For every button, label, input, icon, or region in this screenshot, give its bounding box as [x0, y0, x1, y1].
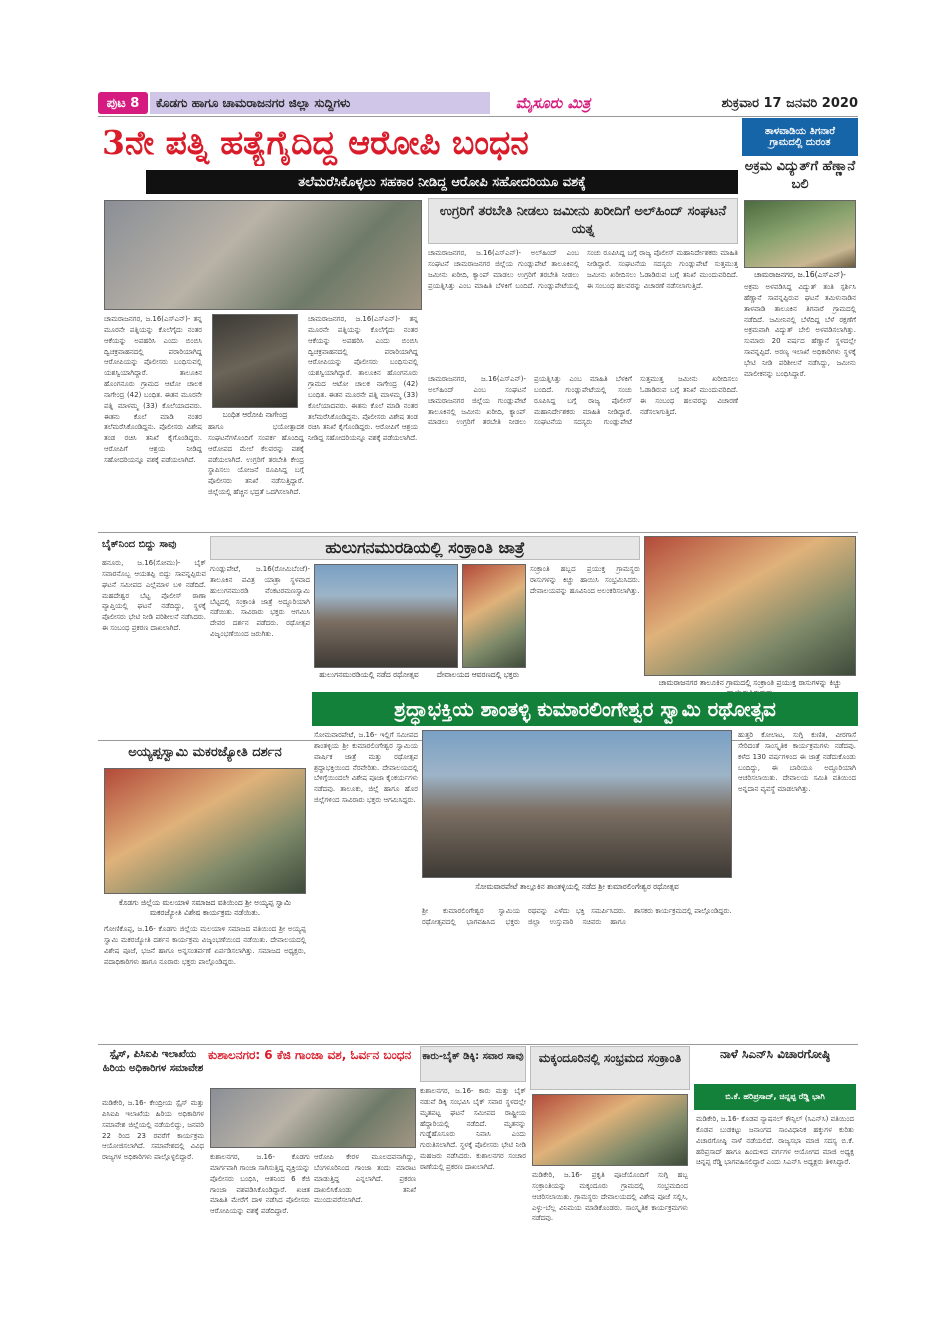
rathotsava-body-left: ಸೋಮವಾರಪೇಟೆ, ಜ.16- ಇಲ್ಲಿಗೆ ಸಮೀಪದ ಶಾಂತಳ್ಳಿಯ ಶ್ರೀ ಕುಮಾರಲಿಂಗೇಶ್ವರ ಸ್ವಾಮಿಯ ವಾರ್ಷಿಕ ಜಾತ್ರೆ ಮತ್ತು ರಥೋತ್ಸವ ಶ್ರದ್ಧಾಭಕ್ತಿಯಿಂದ ನೆರವೇರಿತು. ದೇವಾಲಯದಲ್ಲಿ ಬೆಳಿಗ್ಗೆಯಿಂದಲೇ ವಿಶೇಷ ಪೂಜಾ ಕೈಂಕರ್ಯಗಳು ನಡೆದವು. ತಾಲೂಕು, ಜಿಲ್ಲೆ ಹಾಗೂ ಹೊರ ಜಿಲ್ಲೆಗಳಿಂದ ಸಾವಿರಾರು ಭಕ್ತರು ಆಗಮಿಸಿದ್ದರು.: [314, 731, 418, 805]
jatre-chariot-photo: [314, 564, 458, 668]
jatre-headline-box: [210, 536, 640, 560]
lead-body: ಚಾಮರಾಜನಗರ, ಜ.16(ಎಸ್‌ಎನ್)- ತನ್ನ ಮೂರನೇ ಪತ್ನಿಯನ್ನು ಕೊಲೆಗೈದು ನಂತರ ಆಕೆಯನ್ನು ಅಪಹರಿಸಿ ಎಂದು ಬಿಂಬಿಸಿ ದ್ವಿಚಕ್ರವಾಹನದಲ್ಲಿ ಪರಾರಿಯಾಗಿದ್ದ ಆರೋಪಿಯನ್ನು ಪೊಲೀಸರು ಬಂಧಿಸುವಲ್ಲಿ ಯಶಸ್ವಿಯಾಗಿದ್ದಾರೆ. ತಾಲೂಕಿನ ಹೊಂಗನೂರು ಗ್ರಾಮದ ಆಟೋ ಚಾಲಕ ನಾಗೇಂದ್ರ (42) ಬಂಧಿತ. ಈತನ ಮೂರನೇ ಪತ್ನಿ ಮಾಳಮ್ಮ (33) ಕೊಲೆಯಾದವರು. ಈತನು ಕೊಲೆ ಮಾಡಿ ನಂತರ ತಲೆಮರೆಸಿಕೊಂಡಿದ್ದನು. ಪೊಲೀಸರು ವಿಶೇಷ ತಂಡ ರಚಿಸಿ ತನಿಖೆ ಕೈಗೊಂಡಿದ್ದರು. ಆರೋಪಿಗೆ ಆಶ್ರಯ ನೀಡಿದ್ದ ಸಹೋದರಿಯನ್ನೂ ವಶಕ್ಕೆ ಪಡೆಯಲಾಗಿದೆ.: [104, 315, 202, 464]
jatre-headline: ಹುಲುಗನಮುರಡಿಯಲ್ಲಿ ಸಂಕ್ರಾಂತಿ ಜಾತ್ರೆ: [325, 538, 525, 557]
ayyappa-caption: ಕೊಡಗು ಜಿಲ್ಲೆಯ ಮಲಯಾಳಿ ಸಮಾಜದ ವತಿಯಿಂದ ಶ್ರೀ ಅಯ್ಯಪ್ಪ ಸ್ವಾಮಿ ಮಕರಜ್ಯೋತಿ ವಿಶೇಷ ಕಾರ್ಯಕ್ರಮ ನಡೆಯಿತು.: [118, 898, 292, 918]
training-body-cont: ಚಾಮರಾಜನಗರ, ಜ.16(ಎಸ್‌ಎನ್)- ಅಲ್‌ಹಿಂದ್ ಎಂಬ ಸಂಘಟನೆ ಚಾಮರಾಜನಗರ ಜಿಲ್ಲೆಯ ಗುಂಡ್ಲುಪೇಟೆ ತಾಲೂಕಿನಲ್ಲಿ ಜಮೀನು ಖರೀದಿ, ಕ್ಯಾಂಪ್ ಮಾಡಲು ಉಗ್ರರಿಗೆ ತರಬೇತಿ ನೀಡಲು ಪ್ರಯತ್ನಿಸಿತ್ತು ಎಂಬ ಮಾಹಿತಿ ಬೆಳಕಿಗೆ ಬಂದಿದೆ. ಗುಂಡ್ಲುಪೇಟೆಯಲ್ಲಿ ಸಂಚು ರೂಪಿಸಿದ್ದ ಬಗ್ಗೆ ರಾಜ್ಯ ಪೊಲೀಸ್ ಮಹಾನಿರ್ದೇಶಕರು ಮಾಹಿತಿ ನೀಡಿದ್ದಾರೆ. ಸಂಘಟನೆಯ ಸದಸ್ಯರು ಗುಂಡ್ಲುಪೇಟೆ ಸುತ್ತಮುತ್ತ ಜಮೀನು ಖರೀದಿಸಲು ಓಡಾಡಿರುವ ಬಗ್ಗೆ ತನಿಖೆ ಮುಂದುವರಿದಿದೆ. ಈ ಸಂಬಂಧ ಹಲವರನ್ನು ವಿಚಾರಣೆ ನಡೆಸಲಾಗುತ್ತಿದೆ.: [428, 375, 738, 427]
lead-press-photo: [104, 200, 422, 310]
carbike-body: ಕುಶಾಲನಗರ, ಜ.16- ಕಾರು ಮತ್ತು ಬೈಕ್ ನಡುವೆ ಡಿಕ್ಕಿ ಸಂಭವಿಸಿ ಬೈಕ್ ಸವಾರ ಸ್ಥಳದಲ್ಲೇ ಮೃತಪಟ್ಟ ಘಟನೆ ಸಮೀಪದ ರಾಷ್ಟ್ರೀಯ ಹೆದ್ದಾರಿಯಲ್ಲಿ ನಡೆದಿದೆ. ಮೃತನನ್ನು ಗುಡ್ಡೆಹೊಸೂರು ನಿವಾಸಿ ಎಂದು ಗುರುತಿಸಲಾಗಿದೆ. ಸ್ಥಳಕ್ಕೆ ಪೊಲೀಸರು ಭೇಟಿ ನೀಡಿ ಮಹಜರು ನಡೆಸಿದರು. ಕುಶಾಲನಗರ ಸಂಚಾರ ಠಾಣೆಯಲ್ಲಿ ಪ್ರಕರಣ ದಾಖಲಾಗಿದೆ.: [420, 1087, 526, 1171]
jatre-temple-photo: [462, 564, 526, 668]
lead-headline: 3ನೇ ಪತ್ನಿ ಹತ್ಯೆಗೈದಿದ್ದ ಆರೋಪಿ ಬಂಧನ: [102, 123, 529, 162]
header-rule: [98, 116, 858, 117]
training-body: ಚಾಮರಾಜನಗರ, ಜ.16(ಎಸ್‌ಎನ್)- ಅಲ್‌ಹಿಂದ್ ಎಂಬ ಸಂಘಟನೆ ಚಾಮರಾಜನಗರ ಜಿಲ್ಲೆಯ ಗುಂಡ್ಲುಪೇಟೆ ತಾಲೂಕಿನಲ್ಲಿ ಜಮೀನು ಖರೀದಿ, ಕ್ಯಾಂಪ್ ಮಾಡಲು ಉಗ್ರರಿಗೆ ತರಬೇತಿ ನೀಡಲು ಪ್ರಯತ್ನಿಸಿತ್ತು ಎಂಬ ಮಾಹಿತಿ ಬೆಳಕಿಗೆ ಬಂದಿದೆ. ಗುಂಡ್ಲುಪೇಟೆಯಲ್ಲಿ ಸಂಚು ರೂಪಿಸಿದ್ದ ಬಗ್ಗೆ ರಾಜ್ಯ ಪೊಲೀಸ್ ಮಹಾನಿರ್ದೇಶಕರು ಮಾಹಿತಿ ನೀಡಿದ್ದಾರೆ. ಸಂಘಟನೆಯ ಸದಸ್ಯರು ಗುಂಡ್ಲುಪೇಟೆ ಸುತ್ತಮುತ್ತ ಜಮೀನು ಖರೀದಿಸಲು ಓಡಾಡಿರುವ ಬಗ್ಗೆ ತನಿಖೆ ಮುಂದುವರಿದಿದೆ. ಈ ಸಂಬಂಧ ಹಲವರನ್ನು ವಿಚಾರಣೆ ನಡೆಸಲಾಗುತ್ತಿದೆ.: [428, 249, 738, 290]
cns-tag: ಬಿ.ಕೆ. ಹರಿಪ್ರಸಾದ್, ಚಿನ್ನಪ್ಪ ರೆಡ್ಡಿ ಭಾಗಿ: [694, 1084, 856, 1110]
science-body: ಮಡಿಕೇರಿ, ಜ.16- ಕೇಂದ್ರೀಯ ಸ್ಪೈಸ್ ಮತ್ತು ಪಿಸಿಐಪಿ ಇಲಾಖೆಯ ಹಿರಿಯ ಅಧಿಕಾರಿಗಳ ಸಮಾವೇಶ ಜಿಲ್ಲೆಯಲ್ಲಿ ನಡೆಯಲಿದ್ದು, ಜನವರಿ 22 ರಿಂದ 23 ರವರೆಗೆ ಕಾರ್ಯಕ್ರಮ ಆಯೋಜಿಸಲಾಗಿದೆ. ಸಮಾವೇಶದಲ್ಲಿ ವಿವಿಧ ರಾಜ್ಯಗಳ ಅಧಿಕಾರಿಗಳು ಪಾಲ್ಗೊಳ್ಳಲಿದ್ದಾರೆ.: [102, 1099, 204, 1162]
ayyappa-headline: ಅಯ್ಯಪ್ಪಸ್ವಾಮಿ ಮಕರಜ್ಯೋತಿ ದರ್ಶನ: [128, 745, 282, 760]
rathotsava-banner: ಶ್ರದ್ಧಾಭಕ್ತಿಯ ಶಾಂತಳ್ಳಿ ಕುಮಾರಲಿಂಗೇಶ್ವರ ಸ್ವಾಮಿ ರಥೋತ್ಸವ: [312, 692, 858, 726]
rathotsava-photo: [422, 730, 732, 878]
elephant-caption: ಚಾಮರಾಜನಗರ, ಜ.16(ಎಸ್‌ಎನ್)-: [754, 270, 846, 279]
bike-body: ಹನೂರು, ಜ.16(ಸೋಮು)- ಬೈಕ್ ಸವಾರನೊಬ್ಬ ಆಯತಪ್ಪಿ ಬಿದ್ದು ಸಾವನ್ನಪ್ಪಿರುವ ಘಟನೆ ಸಮೀಪದ ಎಲ್ಲೆಮಾಳ ಬಳಿ ನಡೆದಿದೆ. ಮಹದೇಶ್ವರ ಬೆಟ್ಟ ಪೊಲೀಸ್ ಠಾಣಾ ವ್ಯಾಪ್ತಿಯಲ್ಲಿ ಘಟನೆ ನಡೆದಿದ್ದು, ಸ್ಥಳಕ್ಕೆ ಪೊಲೀಸರು ಭೇಟಿ ನೀಡಿ ಪರಿಶೀಲನೆ ನಡೆಸಿದರು. ಈ ಸಂಬಂಧ ಪ್ರಕರಣ ದಾಖಲಾಗಿದೆ.: [102, 559, 206, 633]
rathotsava-body-mid: ಶ್ರೀ ಕುಮಾರಲಿಂಗೇಶ್ವರ ಸ್ವಾಮಿಯ ರಥೋತ್ಸವದಲ್ಲಿ ಭಾಗವಹಿಸಿದ ಭಕ್ತರು ರಥವನ್ನು ಎಳೆದು ಭಕ್ತಿ ಸಮರ್ಪಿಸಿದರು. ಜಿಲ್ಲಾ ಉಸ್ತುವಾರಿ ಸಚಿವರು ಹಾಗೂ ಶಾಸಕರು ಕಾರ್ಯಕ್ರಮದಲ್ಲಿ ಪಾಲ್ಗೊಂಡಿದ್ದರು.: [422, 907, 732, 926]
carbike-headline-box: [420, 1046, 526, 1082]
lead-subhead: ತಲೆಮರೆಸಿಕೊಳ್ಳಲು ಸಹಕಾರ ನೀಡಿದ್ದ ಆರೋಪಿ ಸಹೋದರಿಯೂ ವಶಕ್ಕೆ: [146, 170, 738, 194]
elephant-tag-line1: ತಾಳವಾಡಿಯ ತಿಗನಾರೆ: [764, 126, 836, 137]
cns-body: ಮಡಿಕೇರಿ, ಜ.16- ಕೊಡವ ನ್ಯಾಷನಲ್ ಕೌನ್ಸಿಲ್ (ಸಿಎನ್‌ಸಿ) ವತಿಯಿಂದ ಕೊಡವ ಬುಡಕಟ್ಟು ಜನಾಂಗದ ಸಾಂವಿಧಾನಿಕ ಹಕ್ಕುಗಳ ಕುರಿತು ವಿಚಾರಗೋಷ್ಠಿ ನಾಳೆ ನಡೆಯಲಿದೆ. ರಾಜ್ಯಸಭಾ ಮಾಜಿ ಸದಸ್ಯ ಬಿ.ಕೆ. ಹರಿಪ್ರಸಾದ್ ಹಾಗೂ ಹಿಂದುಳಿದ ವರ್ಗಗಳ ಆಯೋಗದ ಮಾಜಿ ಅಧ್ಯಕ್ಷ ಚಿನ್ನಪ್ಪ ರೆಡ್ಡಿ ಭಾಗವಹಿಸಲಿದ್ದಾರೆ ಎಂದು ಸಿಎನ್‌ಸಿ ಅಧ್ಯಕ್ಷರು ತಿಳಿಸಿದ್ದಾರೆ.: [696, 1115, 854, 1167]
elephant-body: ಅಕ್ರಮ ಅಳವಡಿಸಿದ್ದ ವಿದ್ಯುತ್ ತಂತಿ ಸ್ಪರ್ಶಿಸಿ ಹೆಣ್ಣಾನೆ ಸಾವನ್ನಪ್ಪಿರುವ ಘಟನೆ ತಮಿಳುನಾಡಿನ ತಾಳವಾಡಿ ತಾಲೂಕಿನ ತಿಗನಾರೆ ಗ್ರಾಮದಲ್ಲಿ ನಡೆದಿದೆ. ಜಮೀನಿನಲ್ಲಿ ಬೆಳೆದಿದ್ದ ಬೆಳೆ ರಕ್ಷಣೆಗೆ ಅಕ್ರಮವಾಗಿ ವಿದ್ಯುತ್ ಬೇಲಿ ಅಳವಡಿಸಲಾಗಿತ್ತು. ಸುಮಾರು 20 ವರ್ಷದ ಹೆಣ್ಣಾನೆ ಸ್ಥಳದಲ್ಲೇ ಸಾವನ್ನಪ್ಪಿದೆ. ಅರಣ್ಯ ಇಲಾಖೆ ಅಧಿಕಾರಿಗಳು ಸ್ಥಳಕ್ಕೆ ಭೇಟಿ ನೀಡಿ ಪರಿಶೀಲನೆ ನಡೆಸಿದ್ದು, ಜಮೀನು ಮಾಲೀಕನನ್ನು ಬಂಧಿಸಿದ್ದಾರೆ.: [744, 283, 856, 378]
accused-photo: [212, 314, 298, 408]
training-headline: ಉಗ್ರರಿಗೆ ತರಬೇತಿ ನೀಡಲು ಜಮೀನು ಖರೀದಿಗೆ ಅಲ್‌ಹಿಂದ್ ಸಂಘಟನೆ ಯತ್ನ: [439, 204, 727, 237]
makkandur-headline: ಮಕ್ಕಂದೂರಿನಲ್ಲಿ ಸಂಭ್ರಮದ ಸಂಕ್ರಾಂತಿ: [538, 1051, 682, 1065]
jatre-body-2: ಸಂಕ್ರಾಂತಿ ಹಬ್ಬದ ಪ್ರಯುಕ್ತ ಗ್ರಾಮಸ್ಥರು ರಾಸುಗಳನ್ನು ಕಿಚ್ಚು ಹಾಯಿಸಿ ಸಂಭ್ರಮಿಸಿದರು. ದೇವಾಲಯವನ್ನು ಹೂವಿನಿಂದ ಅಲಂಕರಿಸಲಾಗಿತ್ತು.: [530, 565, 640, 595]
jatre-caption-1: ಹುಲುಗನಮುರಡಿಯಲ್ಲಿ ನಡೆದ ರಥೋತ್ಸವ: [319, 670, 419, 679]
section-divider: [98, 532, 858, 533]
makkandur-photo: [532, 1094, 688, 1166]
elephant-tag-line2: ಗ್ರಾಮದಲ್ಲಿ ದುರಂತ: [769, 137, 831, 148]
issue-date: ಶುಕ್ರವಾರ 17 ಜನವರಿ 2020: [721, 95, 858, 111]
ganja-photo: [210, 1088, 416, 1148]
elephant-headline: ಅಕ್ರಮ ವಿದ್ಯುತ್‌ಗೆ ಹೆಣ್ಣಾನೆ ಬಲಿ: [744, 159, 856, 193]
ayyappa-photo: [104, 768, 306, 894]
bike-headline: ಬೈಕ್‌ನಿಂದ ಬಿದ್ದು ಸಾವು: [102, 539, 177, 550]
makkandur-body: ಮಡಿಕೇರಿ, ಜ.16- ಪ್ರಕೃತಿ ಪೂಜೆಯೊಂದಿಗೆ ಸುಗ್ಗಿ ಹಬ್ಬ ಸಂಕ್ರಾಂತಿಯನ್ನು ಮಕ್ಕಂದೂರು ಗ್ರಾಮದಲ್ಲಿ ಸಂಭ್ರಮದಿಂದ ಆಚರಿಸಲಾಯಿತು. ಗ್ರಾಮಸ್ಥರು ದೇವಾಲಯದಲ್ಲಿ ವಿಶೇಷ ಪೂಜೆ ಸಲ್ಲಿಸಿ, ಎಳ್ಳು-ಬೆಲ್ಲ ವಿನಿಮಯ ಮಾಡಿಕೊಂಡರು. ಸಾಂಸ್ಕೃತಿಕ ಕಾರ್ಯಕ್ರಮಗಳು ನಡೆದವು.: [532, 1171, 688, 1223]
accused-caption: ಬಂಧಿತ ಆರೋಪಿ ನಾಗೇಂದ್ರ: [222, 410, 288, 419]
lead-body-col3: ಚಾಮರಾಜನಗರ, ಜ.16(ಎಸ್‌ಎನ್)- ತನ್ನ ಮೂರನೇ ಪತ್ನಿಯನ್ನು ಕೊಲೆಗೈದು ನಂತರ ಆಕೆಯನ್ನು ಅಪಹರಿಸಿ ಎಂದು ಬಿಂಬಿಸಿ ದ್ವಿಚಕ್ರವಾಹನದಲ್ಲಿ ಪರಾರಿಯಾಗಿದ್ದ ಆರೋಪಿಯನ್ನು ಪೊಲೀಸರು ಬಂಧಿಸುವಲ್ಲಿ ಯಶಸ್ವಿಯಾಗಿದ್ದಾರೆ. ತಾಲೂಕಿನ ಹೊಂಗನೂರು ಗ್ರಾಮದ ಆಟೋ ಚಾಲಕ ನಾಗೇಂದ್ರ (42) ಬಂಧಿತ. ಈತನ ಮೂರನೇ ಪತ್ನಿ ಮಾಳಮ್ಮ (33) ಕೊಲೆಯಾದವರು. ಈತನು ಕೊಲೆ ಮಾಡಿ ನಂತರ ತಲೆಮರೆಸಿಕೊಂಡಿದ್ದನು. ಪೊಲೀಸರು ವಿಶೇಷ ತಂಡ ರಚಿಸಿ ತನಿಖೆ ಕೈಗೊಂಡಿದ್ದರು. ಆರೋಪಿಗೆ ಆಶ್ರಯ ನೀಡಿದ್ದ ಸಹೋದರಿಯನ್ನೂ ವಶಕ್ಕೆ ಪಡೆಯಲಾಗಿದೆ.: [308, 315, 418, 443]
rathotsava-caption: ಸೋಮವಾರಪೇಟೆ ತಾಲ್ಲೂಕಿನ ಶಾಂತಳ್ಳಿಯಲ್ಲಿ ನಡೆದ ಶ್ರೀ ಕುಮಾರಲಿಂಗೇಶ್ವರ ರಥೋತ್ಸವ: [475, 882, 679, 891]
cns-headline: ನಾಳೆ ಸಿಎನ್‌ಸಿ ವಿಚಾರಗೋಷ್ಠಿ: [719, 1047, 831, 1061]
page-number-badge: ಪುಟ 8: [98, 92, 148, 114]
section-divider-3: [98, 1044, 858, 1045]
section-title: ಕೊಡಗು ಹಾಗೂ ಚಾಮರಾಜನಗರ ಜಿಲ್ಲಾ ಸುದ್ದಿಗಳು: [150, 92, 490, 114]
newspaper-page: [98, 92, 858, 1247]
ganja-headline: ಕುಶಾಲನಗರ: 6 ಕೆಜಿ ಗಾಂಜಾ ವಶ, ಓರ್ವನ ಬಂಧನ: [208, 1048, 412, 1062]
elephant-tag: [742, 118, 858, 156]
ganja-body-2: ಆರೋಪಿ ಕೇರಳ ಮೂಲದವನಾಗಿದ್ದು, ಬೆಂಗಳೂರಿನಿಂದ ಗಾಂಜಾ ತಂದು ಮಾರಾಟ ಮಾಡುತ್ತಿದ್ದ ಎನ್ನಲಾಗಿದೆ. ಪ್ರಕರಣ ದಾಖಲಿಸಿಕೊಂಡು ತನಿಖೆ ಮುಂದುವರೆಸಲಾಗಿದೆ.: [314, 1153, 416, 1205]
cattle-fire-caption: ಚಾಮರಾಜನಗರ ತಾಲೂಕಿನ ಗ್ರಾಮದಲ್ಲಿ ಸಂಕ್ರಾಂತಿ ಪ್ರಯುಕ್ತ ರಾಸುಗಳನ್ನು ಕಿಚ್ಚು: [658, 678, 842, 687]
paper-masthead: ಮೈಸೂರು ಮಿತ್ರ: [515, 94, 591, 112]
ayyappa-body: ಗೋಣಿಕೊಪ್ಪ, ಜ.16- ಕೊಡಗು ಜಿಲ್ಲೆಯ ಮಲಯಾಳಿ ಸಮಾಜದ ವತಿಯಿಂದ ಶ್ರೀ ಅಯ್ಯಪ್ಪ ಸ್ವಾಮಿ ಮಕರಜ್ಯೋತಿ ದರ್ಶನ ಕಾರ್ಯಕ್ರಮ ವಿಜೃಂಭಣೆಯಿಂದ ನಡೆಯಿತು. ದೇವಾಲಯದಲ್ಲಿ ವಿಶೇಷ ಪೂಜೆ, ಭಜನೆ ಹಾಗೂ ಅನ್ನಸಂತರ್ಪಣೆ ಏರ್ಪಡಿಸಲಾಗಿತ್ತು. ಸಮಾಜದ ಅಧ್ಯಕ್ಷರು, ಪದಾಧಿಕಾರಿಗಳು ಹಾಗೂ ನೂರಾರು ಭಕ್ತರು ಪಾಲ್ಗೊಂಡಿದ್ದರು.: [104, 925, 306, 966]
elephant-photo: [744, 200, 856, 268]
carbike-headline: ಕಾರು-ಬೈಕ್ ಡಿಕ್ಕಿ: ಸವಾರ ಸಾವು: [422, 1051, 524, 1062]
makkandur-headline-box: [530, 1046, 690, 1090]
jatre-body: ಗುಂಡ್ಲುಪೇಟೆ, ಜ.16(ರೋಮಿಬೆಂಜೆ)- ತಾಲೂಕಿನ ಪವಿತ್ರ ಯಾತ್ರಾ ಸ್ಥಳವಾದ ಹುಲುಗನಮುರಡಿ ವೆಂಕಟರಮಣಸ್ವಾಮಿ ಬೆಟ್ಟದಲ್ಲಿ ಸಂಕ್ರಾಂತಿ ಜಾತ್ರೆ ಅದ್ದೂರಿಯಾಗಿ ನಡೆಯಿತು. ಸಾವಿರಾರು ಭಕ್ತರು ಆಗಮಿಸಿ ದೇವರ ದರ್ಶನ ಪಡೆದರು. ರಥೋತ್ಸವ ವಿಜೃಂಭಣೆಯಿಂದ ಜರುಗಿತು.: [210, 565, 310, 639]
jatre-caption-2: ದೇವಾಲಯದ ಆವರಣದಲ್ಲಿ ಭಕ್ತರು: [436, 670, 520, 679]
rathotsava-body-right: ಹುತ್ತರಿ ಕೋಲಾಟ, ಸುಗ್ಗಿ ಕುಣಿತ, ವೀರಗಾಸೆ ಸೇರಿದಂತೆ ಸಾಂಸ್ಕೃತಿಕ ಕಾರ್ಯಕ್ರಮಗಳು ನಡೆದವು. ಕಳೆದ 130 ವರ್ಷಗಳಿಂದ ಈ ಜಾತ್ರೆ ನಡೆದುಕೊಂಡು ಬಂದಿದ್ದು, ಈ ಬಾರಿಯೂ ಅದ್ದೂರಿಯಾಗಿ ಆಚರಿಸಲಾಯಿತು. ದೇವಾಲಯ ಸಮಿತಿ ವತಿಯಿಂದ ಅನ್ನದಾನ ವ್ಯವಸ್ಥೆ ಮಾಡಲಾಗಿತ್ತು.: [738, 731, 856, 794]
training-headline-box: [428, 198, 738, 244]
ganja-body: ಕುಶಾಲನಗರ, ಜ.16- ಕೊಡಗು ಮಾರ್ಗವಾಗಿ ಗಾಂಜಾ ಸಾಗಿಸುತ್ತಿದ್ದ ವ್ಯಕ್ತಿಯನ್ನು ಪೊಲೀಸರು ಬಂಧಿಸಿ, ಆತನಿಂದ 6 ಕೆಜಿ ಗಾಂಜಾ ವಶಪಡಿಸಿಕೊಂಡಿದ್ದಾರೆ. ಖಚಿತ ಮಾಹಿತಿ ಮೇರೆಗೆ ದಾಳಿ ನಡೆಸಿದ ಪೊಲೀಸರು ಆರೋಪಿಯನ್ನು ವಶಕ್ಕೆ ಪಡೆದಿದ್ದಾರೆ.: [210, 1153, 310, 1216]
science-headline: ಸ್ಪೈಸ್, ಪಿಸಿಐಪಿ ಇಲಾಖೆಯ ಹಿರಿಯ ಅಧಿಕಾರಿಗಳ ಸಮಾವೇಶ: [102, 1049, 204, 1074]
cattle-fire-photo: [644, 536, 856, 676]
lead-body-cont: ಹಾಗೂ ಭಯೋತ್ಪಾದಕ ಸಂಘಟನೆಗಳೊಂದಿಗೆ ಸಂಪರ್ಕ ಹೊಂದಿದ್ದ ಆರೋಪದ ಮೇಲೆ ಕೆಲವರನ್ನು ವಶಕ್ಕೆ ಪಡೆಯಲಾಗಿದೆ. ಉಗ್ರರಿಗೆ ತರಬೇತಿ ಕೇಂದ್ರ ಸ್ಥಾಪಿಸಲು ಯೋಜನೆ ರೂಪಿಸಿದ್ದ ಬಗ್ಗೆ ಪೊಲೀಸರು ತನಿಖೆ ನಡೆಸುತ್ತಿದ್ದಾರೆ. ಜಿಲ್ಲೆಯಲ್ಲಿ ಹೆಚ್ಚಿನ ಭದ್ರತೆ ಒದಗಿಸಲಾಗಿದೆ.: [208, 423, 304, 497]
